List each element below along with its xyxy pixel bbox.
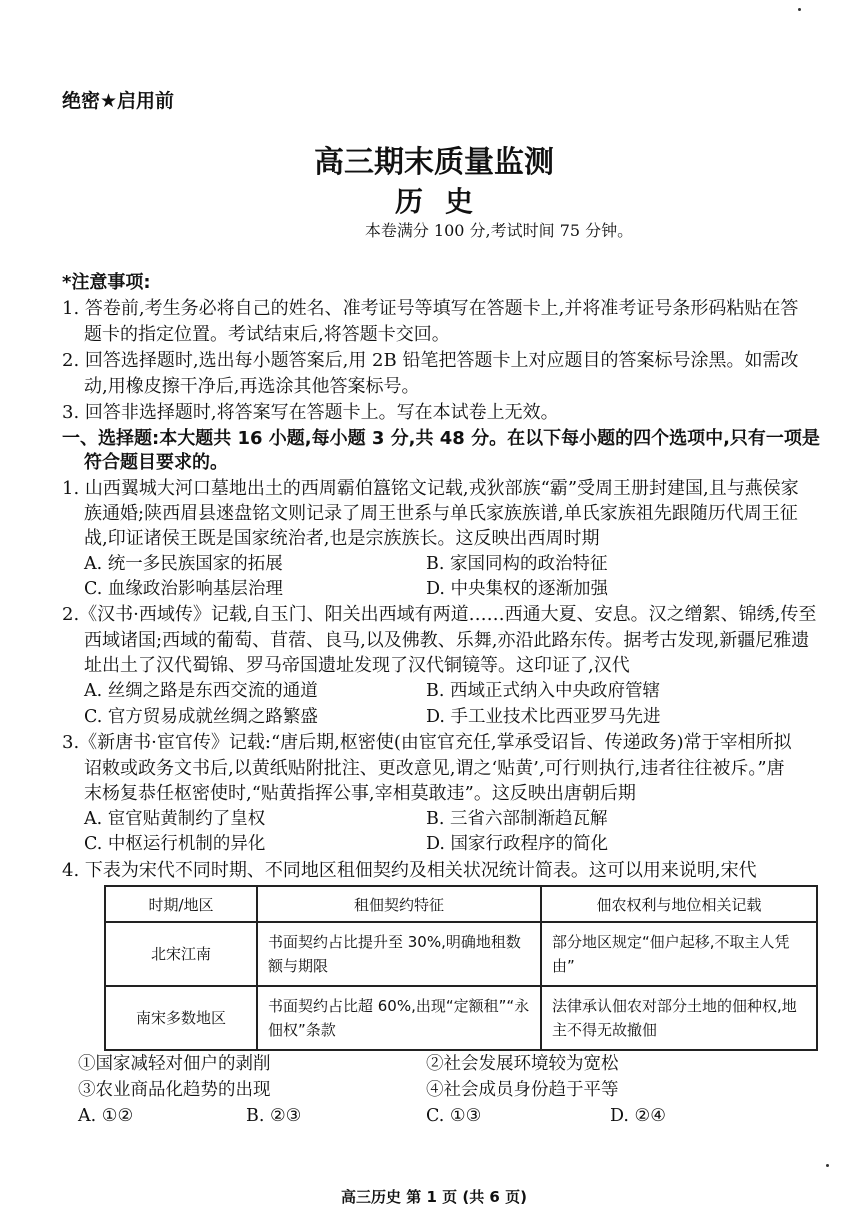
table-cell-feature: 书面契约占比超 60%,出现“定额租”“永佃权”条款 [257, 986, 541, 1050]
table-cell-period: 北宋江南 [105, 922, 257, 986]
section-heading: 一、选择题:本大题共 16 小题,每小题 3 分,共 48 分。在以下每小题的四个选项中,只有一项是 [62, 428, 820, 449]
notice-item-1: 1. 答卷前,考生务必将自己的姓名、准考证号等填写在答题卡上,并将准考证号条形码粘贴在答 [62, 298, 799, 319]
notice-item-2-cont: 动,用橡皮擦干净后,再选涂其他答案标号。 [84, 376, 420, 397]
notice-item-2: 2. 回答选择题时,选出每小题答案后,用 2B 铅笔把答题卡上对应题目的答案标号涂黑。如需改 [62, 350, 799, 371]
question-4-stem: 4. 下表为宋代不同时期、不同地区租佃契约及相关状况统计简表。这可以用来说明,宋代 [62, 860, 757, 881]
question-4-option-b: B. ②③ [246, 1106, 302, 1126]
subject-title: 历史 [394, 185, 495, 218]
question-3-stem-3: 末杨复恭任枢密使时,“贴黄指挥公事,宰相莫敢违”。这反映出唐朝后期 [84, 783, 636, 804]
confidential-label: 绝密★启用前 [62, 90, 175, 112]
song-tenancy-table [104, 885, 818, 1051]
notice-item-1-cont: 题卡的指定位置。考试结束后,将答题卡交回。 [84, 324, 450, 345]
score-info: 本卷满分 100 分,考试时间 75 分钟。 [364, 221, 634, 240]
question-4-option-a: A. ①② [78, 1106, 134, 1126]
question-2-stem-3: 址出土了汉代蜀锦、罗马帝国遗址发现了汉代铜镜等。这印证了,汉代 [84, 655, 630, 676]
question-1-option-b: B. 家国同构的政治特征 [426, 554, 608, 574]
question-1-stem: 1. 山西翼城大河口墓地出土的西周霸伯簋铭文记载,戎狄部族“霸”受周王册封建国,且与燕侯家 [62, 478, 799, 499]
question-4-statement-2: ②社会发展环境较为宽松 [426, 1054, 619, 1074]
question-3-option-d: D. 国家行政程序的简化 [426, 834, 609, 854]
question-4-option-d: D. ②④ [610, 1106, 666, 1126]
table-header-period: 时期/地区 [105, 886, 257, 922]
question-3-stem: 3.《新唐书·宦官传》记载:“唐后期,枢密使(由宦官充任,掌承受诏旨、传递政务)常于宰相所拟 [62, 732, 792, 753]
table-cell-rights: 部分地区规定“佃户起移,不取主人凭由” [541, 922, 817, 986]
question-4-statement-1: ①国家减轻对佃户的剥削 [78, 1054, 271, 1074]
question-2-stem: 2.《汉书·西域传》记载,自玉门、阳关出西域有两道……西通大夏、安息。汉之缯絮、锦绣,传至 [62, 604, 817, 625]
question-3-stem-2: 诏敕或政务文书后,以黄纸贴附批注、更改意见,谓之‘贴黄’,可行则执行,违者往往被斥。”唐 [84, 758, 785, 779]
scan-speck [798, 8, 801, 11]
question-2-stem-2: 西域诸国;西域的葡萄、苜蓿、良马,以及佛教、乐舞,亦沿此路东传。据考古发现,新疆尼雅遗 [84, 630, 810, 651]
question-2-option-d: D. 手工业技术比西亚罗马先进 [426, 707, 661, 727]
table-header-row [105, 886, 817, 922]
question-2-option-b: B. 西域正式纳入中央政府管辖 [426, 681, 660, 701]
table-header-feature: 租佃契约特征 [257, 886, 541, 922]
question-2-option-a: A. 丝绸之路是东西交流的通道 [84, 681, 318, 701]
question-1-option-d: D. 中央集权的逐渐加强 [426, 579, 609, 599]
table-row [105, 922, 817, 986]
section-heading-cont: 符合题目要求的。 [84, 452, 228, 473]
question-2-option-c: C. 官方贸易成就丝绸之路繁盛 [84, 707, 318, 727]
table-cell-feature: 书面契约占比提升至 30%,明确地租数额与期限 [257, 922, 541, 986]
table-cell-period: 南宋多数地区 [105, 986, 257, 1050]
table-cell-rights: 法律承认佃农对部分土地的佃种权,地主不得无故撤佃 [541, 986, 817, 1050]
question-4-statement-4: ④社会成员身份趋于平等 [426, 1080, 619, 1100]
table-header-rights: 佃农权利与地位相关记载 [541, 886, 817, 922]
scan-speck [826, 1164, 829, 1167]
question-3-option-a: A. 宦官贴黄制约了皇权 [84, 809, 266, 829]
question-1-stem-2: 族通婚;陕西眉县逨盘铭文则记录了周王世系与单氏家族族谱,单氏家族祖先跟随历代周王征 [84, 503, 798, 524]
question-1-option-c: C. 血缘政治影响基层治理 [84, 579, 283, 599]
question-4-option-c: C. ①③ [426, 1106, 482, 1126]
page-footer: 高三历史 第 1 页 (共 6 页) [341, 1188, 527, 1206]
notice-item-3: 3. 回答非选择题时,将答案写在答题卡上。写在本试卷上无效。 [62, 402, 559, 423]
table-row [105, 986, 817, 1050]
question-1-option-a: A. 统一多民族国家的拓展 [84, 554, 283, 574]
notice-heading: *注意事项: [62, 272, 151, 293]
question-3-option-c: C. 中枢运行机制的异化 [84, 834, 266, 854]
question-3-option-b: B. 三省六部制渐趋瓦解 [426, 809, 608, 829]
question-4-statement-3: ③农业商品化趋势的出现 [78, 1080, 271, 1100]
question-1-stem-3: 战,印证诸侯王既是国家统治者,也是宗族族长。这反映出西周时期 [84, 528, 600, 549]
exam-title: 高三期末质量监测 [314, 145, 554, 180]
